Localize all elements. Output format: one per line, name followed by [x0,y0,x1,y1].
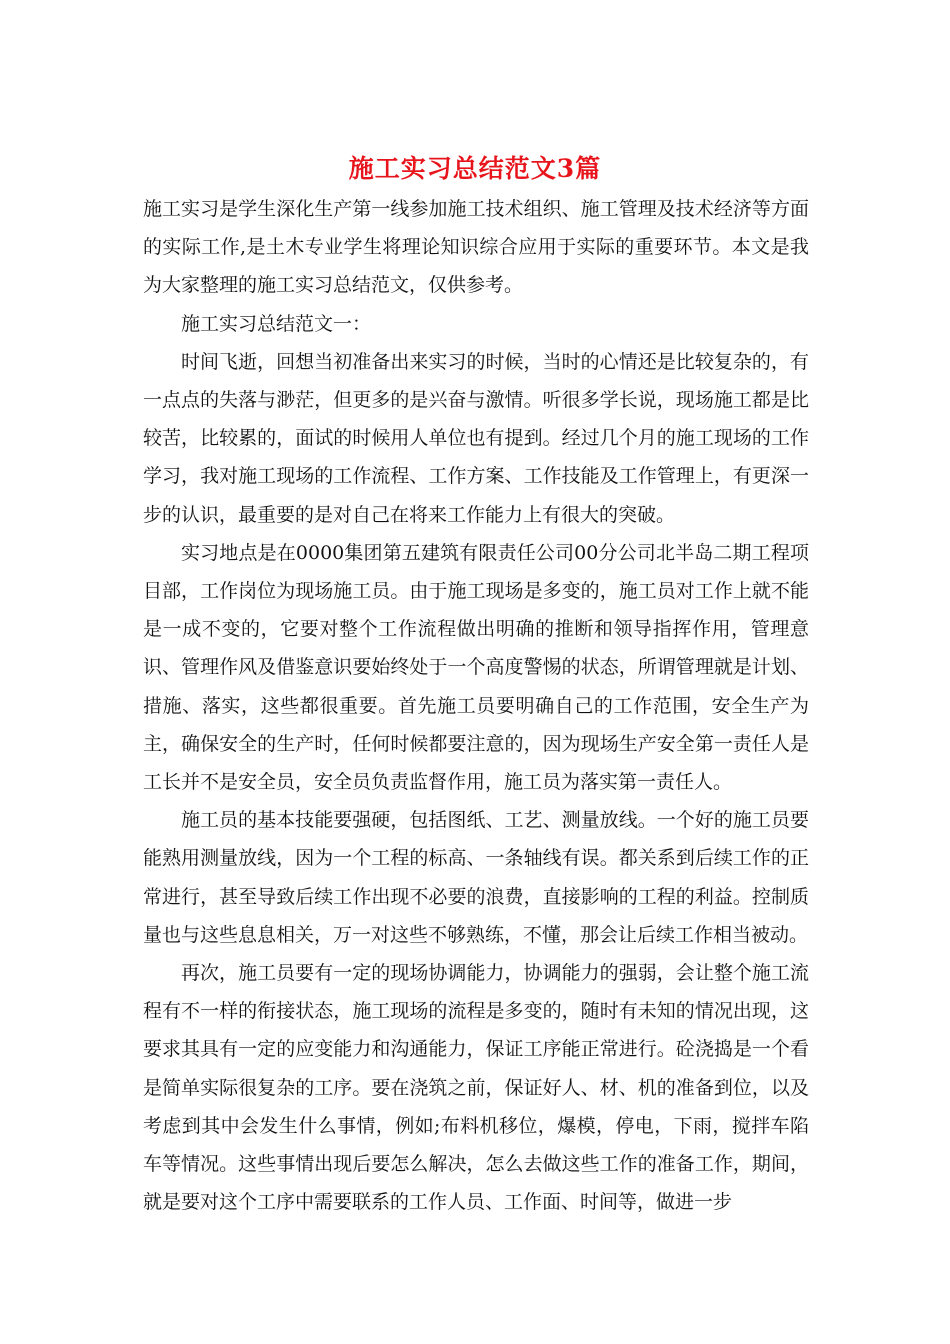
intro-paragraph: 施工实习是学生深化生产第一线参加施工技术组织、施工管理及技术经济等方面的实际工作,是土木专业学生将理论知识综合应用于实际的重要环节。本文是我为大家整理的施工实习总结范文，仅供参考。 [143,198,809,297]
body-paragraph: 实习地点是在0000集团第五建筑有限责任公司00分公司北半岛二期工程项目部，工作岗位为现场施工员。由于施工现场是多变的，施工员对工作上就不能是一成不变的，它要对整个工作流程做出明确的推断和领导指挥作用，管理意识、管理作风及借鉴意识要始终处于一个高度警惕的状态，所谓管理就是计划、措施、落实，这些都很重要。首先施工员要明确自己的工作范围，安全生产为主，确保安全的生产时，任何时候都要注意的，因为现场生产安全第一责任人是工长并不是安全员，安全员负责监督作用，施工员为落实第一责任人。 [143,541,809,794]
body-paragraph: 施工员的基本技能要强硬，包括图纸、工艺、测量放线。一个好的施工员要能熟用测量放线，因为一个工程的标高、一条轴线有误。都关系到后续工作的正常进行，甚至导致后续工作出现不必要的浪费，直接影响的工程的利益。控制质量也与这些息息相关，万一对这些不够熟练，不懂，那会让后续工作相当被动。 [143,809,809,946]
document-body [143,190,809,1221]
body-paragraph: 时间飞逝，回想当初准备出来实习的时候，当时的心情还是比较复杂的，有一点点的失落与渺茫，但更多的是兴奋与激情。听很多学长说，现场施工都是比较苦，比较累的，面试的时候用人单位也有提到。经过几个月的施工现场的工作学习，我对施工现场的工作流程、工作方案、工作技能及工作管理上，有更深一步的认识，最重要的是对自己在将来工作能力上有很大的突破。 [143,350,809,526]
document-title: 施工实习总结范文3篇 [348,154,602,183]
body-paragraph: 再次，施工员要有一定的现场协调能力，协调能力的强弱，会让整个施工流程有不一样的衔接状态，施工现场的流程是多变的，随时有未知的情况出现，这要求其具有一定的应变能力和沟通能力，保证工序能正常进行。砼浇捣是一个看是简单实际很复杂的工序。要在浇筑之前，保证好人、材、机的准备到位，以及考虑到其中会发生什么事情，例如;布料机移位，爆模，停电，下雨，搅拌车陷车等情况。这些事情出现后要怎么解决，怎么去做这些工作的准备工作，期间，就是要对这个工序中需要联系的工作人员、工作面、时间等，做进一步 [143,962,809,1214]
section-heading: 施工实习总结范文一： [181,312,372,335]
